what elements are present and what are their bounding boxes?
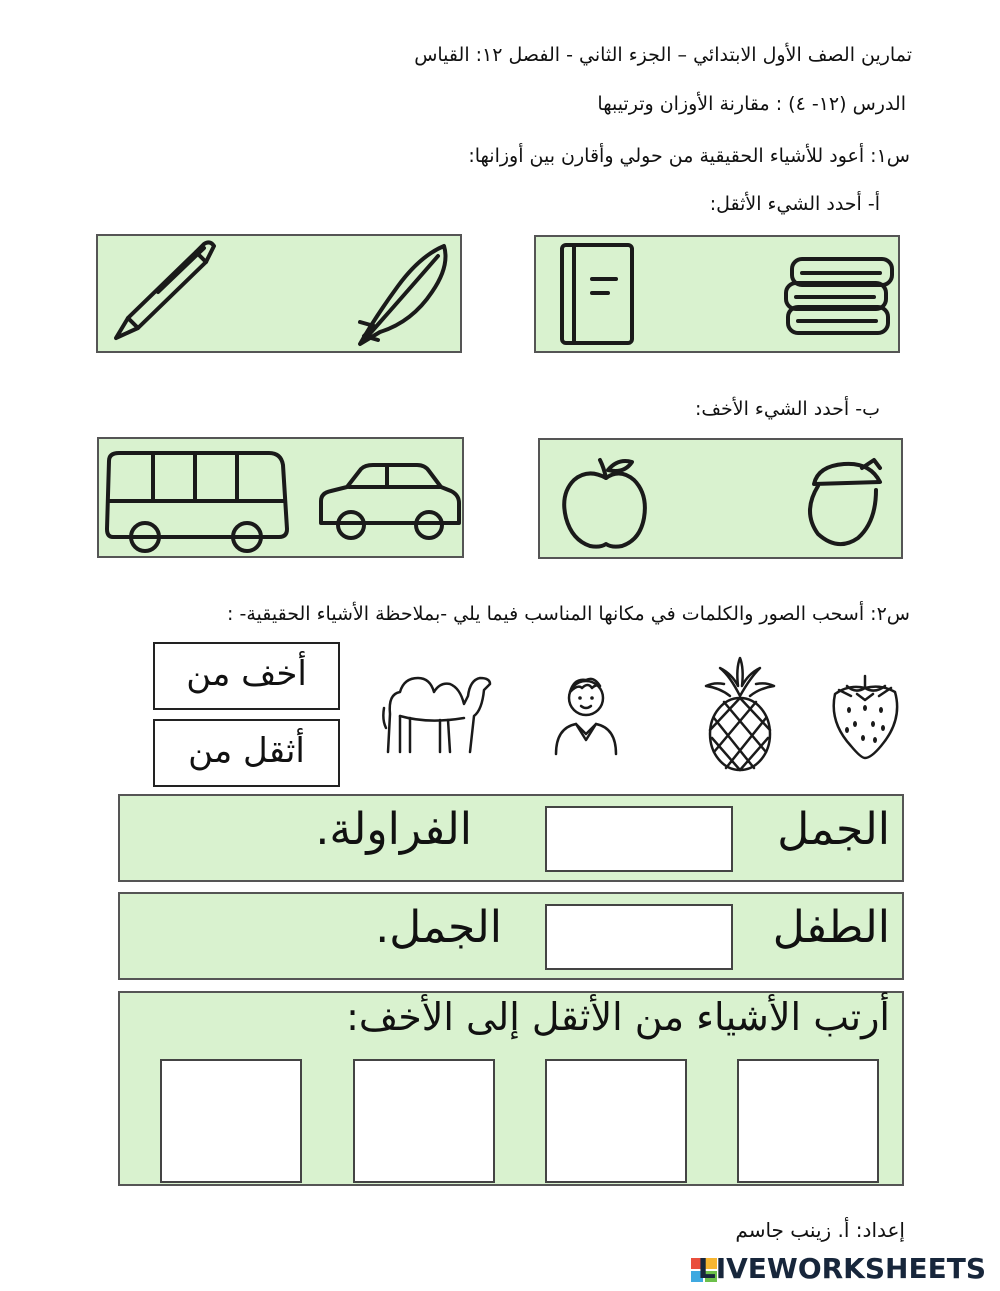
sentence-2-subject: الطفل xyxy=(772,902,890,953)
order-task-label: أرتب الأشياء من الأثقل إلى الأخف: xyxy=(346,995,890,1039)
brand-wordmark: LIVEWORKSHEETS xyxy=(697,1252,986,1285)
order-slot-2[interactable] xyxy=(545,1059,687,1183)
apple-icon[interactable] xyxy=(564,460,645,547)
part-b-right-panel xyxy=(538,438,903,559)
car-icon[interactable] xyxy=(321,465,459,538)
books-stack-icon[interactable] xyxy=(786,259,892,333)
pineapple-icon[interactable] xyxy=(700,656,780,774)
lesson-title: الدرس (١٢- ٤) : مقارنة الأوزان وترتيبها xyxy=(597,93,906,115)
sentence-1-drop-slot[interactable] xyxy=(545,806,733,872)
sentence-1-subject: الجمل xyxy=(777,804,890,855)
question-2-prompt: س٢: أسحب الصور والكلمات في مكانها المناسب فيما يلي -بملاحظة الأشياء الحقيقية- : xyxy=(227,603,910,625)
part-b-left-icons xyxy=(99,439,462,556)
part-b-label: ب- أحدد الشيء الأخف: xyxy=(694,398,880,420)
author-credit: إعداد: أ. زينب جاسم xyxy=(735,1218,905,1242)
sentence-2-object: الجمل. xyxy=(375,902,502,953)
sentence-1-object: الفراولة. xyxy=(315,804,472,855)
part-b-left-panel xyxy=(97,437,464,558)
part-a-left-icons xyxy=(98,236,460,351)
sentence-2-drop-slot[interactable] xyxy=(545,904,733,970)
sentence-1-panel xyxy=(118,794,904,882)
drag-word-lighter[interactable]: أخف من xyxy=(153,642,340,710)
boy-icon[interactable] xyxy=(550,668,622,760)
order-slot-3[interactable] xyxy=(353,1059,495,1183)
order-slot-1[interactable] xyxy=(737,1059,879,1183)
part-a-label: أ- أحدد الشيء الأثقل: xyxy=(709,193,880,215)
camel-icon[interactable] xyxy=(378,660,498,760)
acorn-icon[interactable] xyxy=(810,460,880,544)
order-task-panel xyxy=(118,991,904,1186)
part-a-left-panel xyxy=(96,234,462,353)
drag-word-heavier[interactable]: أثقل من xyxy=(153,719,340,787)
sentence-2-panel xyxy=(118,892,904,980)
feather-icon[interactable] xyxy=(360,246,446,344)
order-slot-4[interactable] xyxy=(160,1059,302,1183)
bus-icon[interactable] xyxy=(107,453,287,551)
part-b-right-icons xyxy=(540,440,901,557)
pen-icon[interactable] xyxy=(116,242,214,338)
strawberry-icon[interactable] xyxy=(825,672,905,762)
part-a-right-icons xyxy=(536,237,898,351)
part-a-right-panel xyxy=(534,235,900,353)
notebook-icon[interactable] xyxy=(562,245,632,343)
worksheet-title: تمارين الصف الأول الابتدائي – الجزء الثاني - الفصل ١٢: القياس xyxy=(414,44,912,66)
question-1-prompt: س١: أعود للأشياء الحقيقية من حولي وأقارن بين أوزانها: xyxy=(468,145,910,167)
